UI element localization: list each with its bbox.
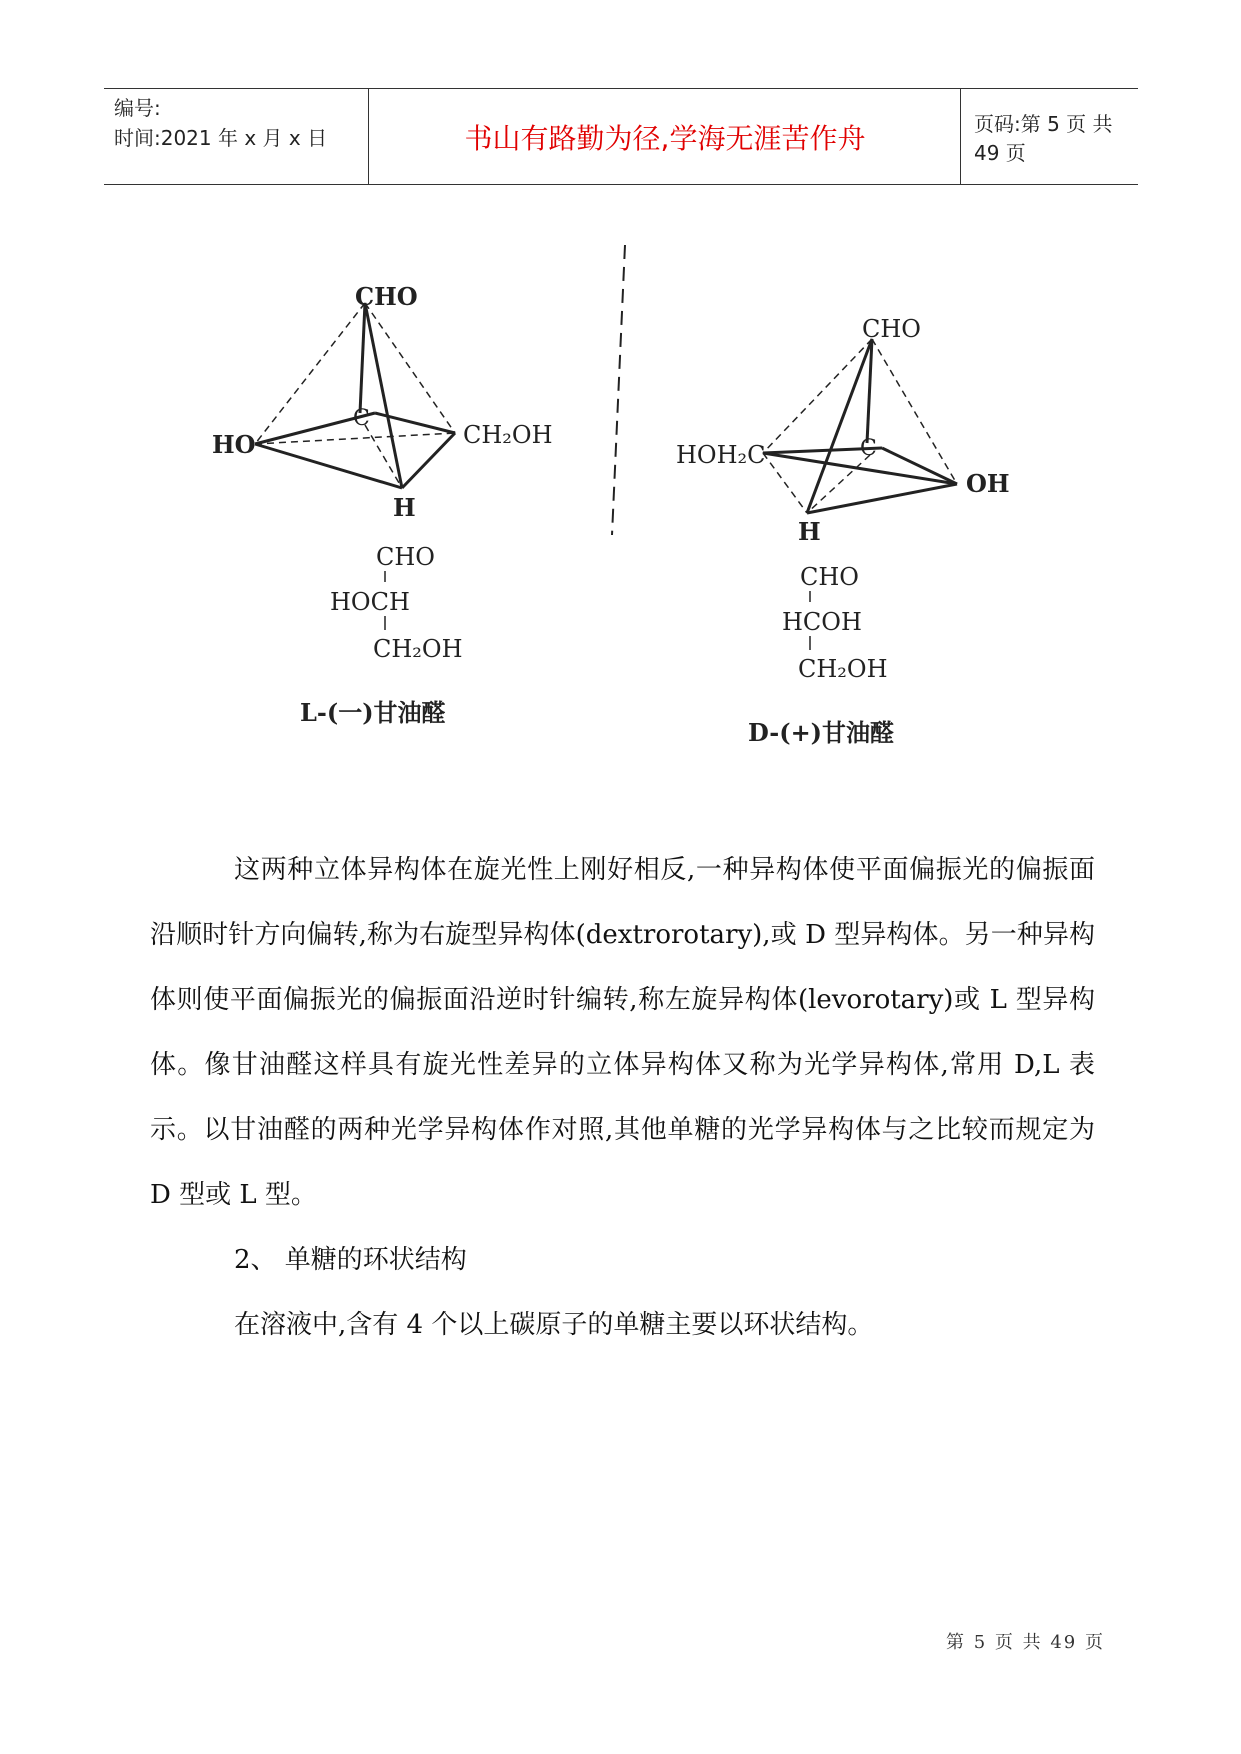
d-bottom-group: H — [798, 517, 821, 546]
d-right-group: OH — [966, 469, 1010, 498]
time-label: 时间:2021 年 x 月 x 日 — [114, 126, 328, 150]
l-left-group: HO — [212, 430, 256, 459]
d-caption: D-(+)甘油醛 — [748, 718, 895, 747]
d-center-carbon: C — [860, 436, 877, 461]
header-meta — [114, 93, 369, 153]
l-top-group: CHO — [355, 282, 418, 311]
d-fischer-top: CHO — [800, 563, 859, 591]
l-fischer-bottom: CH₂OH — [373, 635, 463, 663]
header-divider — [960, 89, 961, 184]
header-motto: 书山有路勤为径,学海无涯苦作舟 — [464, 121, 866, 155]
header-page-info: 页码:第 5 页 共 49 页 — [974, 111, 1113, 165]
paragraph-ring-structure: 在溶液中,含有 4 个以上碳原子的单糖主要以环状结构。 — [234, 1310, 874, 1340]
document-header — [104, 88, 1138, 185]
glyceraldehyde-figure — [180, 225, 1050, 765]
d-fischer-bottom: CH₂OH — [798, 655, 888, 683]
number-label: 编号: — [114, 96, 161, 120]
mirror-plane — [612, 245, 625, 535]
section-heading: 2、 单糖的环状结构 — [234, 1245, 467, 1275]
l-fischer-mid: HOCH — [330, 588, 410, 616]
d-top-group: CHO — [862, 315, 921, 343]
l-fischer-top: CHO — [376, 543, 435, 571]
page-footer: 第 5 页 共 49 页 — [946, 1632, 1105, 1653]
l-center-carbon: C — [353, 406, 370, 431]
l-right-group: CH₂OH — [463, 421, 553, 449]
l-glyceraldehyde-structure — [212, 282, 553, 727]
paragraph-optical-isomers: 这两种立体异构体在旋光性上刚好相反,一种异构体使平面偏振光的偏振面沿顺时针方向偏转,称为右旋型异构体(dextrorotary),或 D 型异构体。另一种异构体则使平面偏振光的偏振面沿逆时针编转,称左旋异构体(levorotary)或 L 型异构体。像甘油醛这样具有旋光性差异的立体异构体又称为光学异构体,常用 D,L 表示。以甘油醛的两种光学异构体作对照,其他单糖的光学异构体与之比较而规定为 D 型或 L 型。 — [150, 855, 1095, 1210]
header-divider — [368, 89, 369, 184]
l-bottom-group: H — [393, 493, 416, 522]
d-fischer-mid: HCOH — [782, 608, 862, 636]
d-glyceraldehyde-structure — [676, 315, 1010, 747]
l-caption: L-(一)甘油醛 — [300, 698, 446, 727]
d-left-group: HOH₂C — [676, 441, 766, 469]
